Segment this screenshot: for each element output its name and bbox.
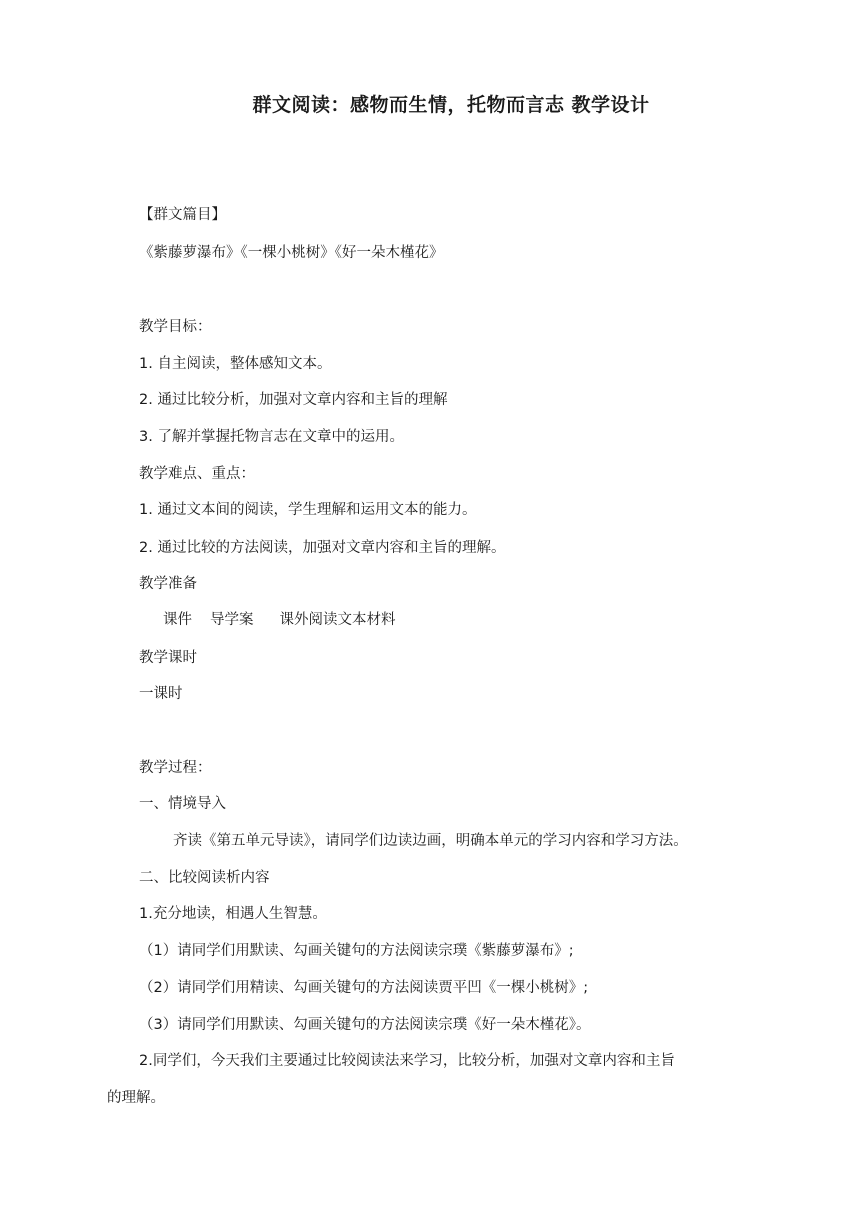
step2-item2-line2: 的理解。 [107, 1090, 165, 1106]
step2-sub-item: （1）请同学们用默读、勾画关键句的方法阅读宗璞《紫藤萝瀑布》; [139, 943, 574, 959]
step2-heading: 二、比较阅读析内容 [139, 870, 270, 886]
prep-item: 课件 [163, 612, 192, 628]
hours-value: 一课时 [139, 686, 183, 702]
key-points-heading: 教学难点、重点： [139, 466, 255, 482]
goal-item: 2. 通过比较分析，加强对文章内容和主旨的理解 [139, 392, 448, 408]
step2-item1: 1.充分地读，相遇人生智慧。 [139, 906, 327, 922]
step1-text: 齐读《第五单元导读》，请同学们边读边画，明确本单元的学习内容和学习方法。 [173, 833, 688, 849]
step2-sub-item: （2）请同学们用精读、勾画关键句的方法阅读贾平凹《一棵小桃树》; [139, 980, 589, 996]
step2-item2-line1: 2.同学们，今天我们主要通过比较阅读法来学习，比较分析，加强对文章内容和主旨 [139, 1053, 675, 1069]
document-title: 群文阅读：感物而生情，托物而言志 教学设计 [252, 94, 650, 116]
goal-item: 1. 自主阅读，整体感知文本。 [139, 356, 332, 372]
prep-items [163, 610, 396, 630]
texts-heading: 【群文篇目】 [139, 207, 226, 223]
goal-item: 3. 了解并掌握托物言志在文章中的运用。 [139, 429, 404, 445]
goals-heading: 教学目标： [139, 319, 212, 335]
key-point-item: 1. 通过文本间的阅读，学生理解和运用文本的能力。 [139, 502, 477, 518]
step1-heading: 一、情境导入 [139, 796, 226, 812]
texts-list: 《紫藤萝瀑布》《一棵小桃树》《好一朵木槿花》 [139, 245, 444, 261]
hours-heading: 教学课时 [139, 650, 197, 666]
key-point-item: 2. 通过比较的方法阅读，加强对文章内容和主旨的理解。 [139, 540, 506, 556]
prep-item: 导学案 [210, 612, 254, 628]
prep-heading: 教学准备 [139, 576, 197, 592]
process-heading: 教学过程： [139, 760, 212, 776]
prep-item: 课外阅读文本材料 [279, 612, 396, 628]
step2-sub-item: （3）请同学们用默读、勾画关键句的方法阅读宗璞《好一朵木槿花》。 [139, 1017, 591, 1033]
